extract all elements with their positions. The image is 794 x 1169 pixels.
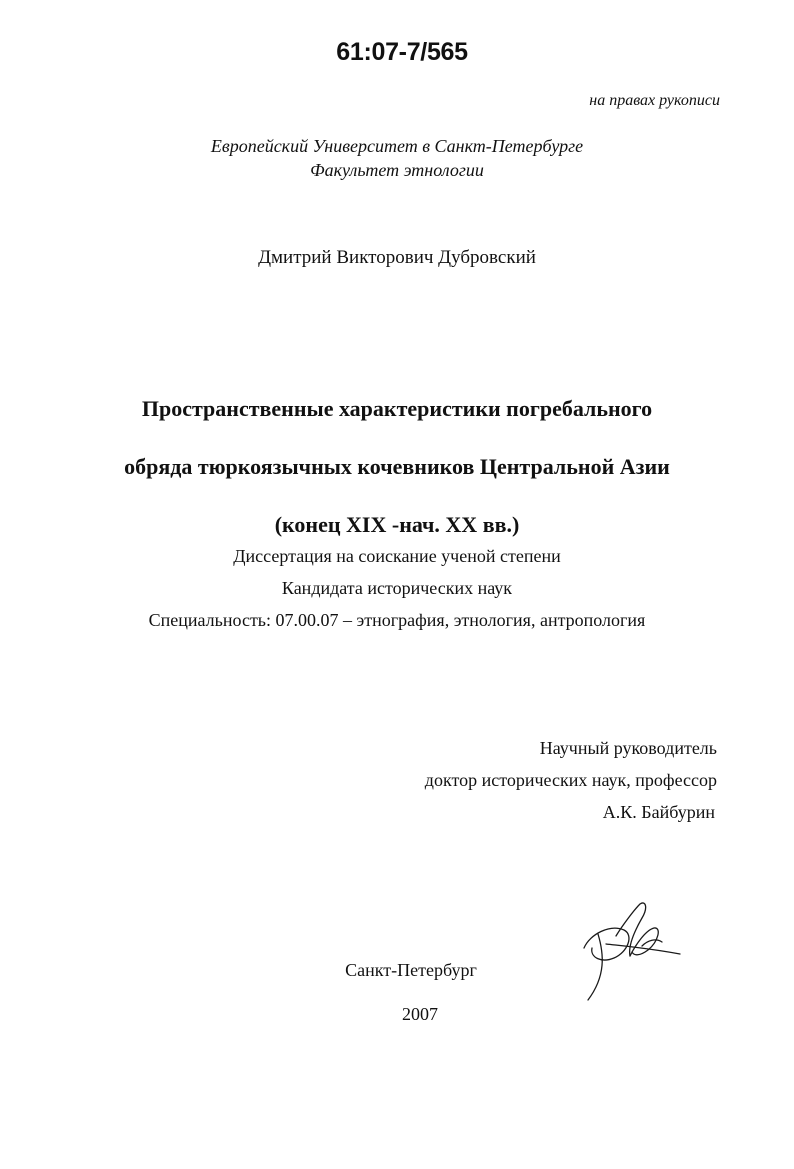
advisor-block: [425, 732, 717, 828]
degree-line-2: Кандидата исторических наук: [281, 578, 513, 598]
degree-line-1: Диссертация на соискание ученой степени: [233, 546, 561, 566]
university-name: Европейский Университет в Санкт-Петербурге: [210, 136, 584, 156]
title-line-3: (конец XIX -нач. XX вв.): [274, 512, 520, 537]
advisor-degree: доктор исторических наук, профессор: [424, 770, 717, 790]
specialty-line: Специальность: 07.00.07 – этнография, этнология, антропология: [148, 610, 646, 630]
city: Санкт-Петербург: [345, 960, 477, 980]
title-line-2: обряда тюркоязычных кочевников Центральной Азии: [124, 454, 670, 479]
institution-block: [0, 134, 794, 182]
degree-info: [0, 540, 794, 636]
advisor-role: Научный руководитель: [539, 738, 717, 758]
author-name: Дмитрий Викторович Дубровский: [258, 247, 536, 268]
advisor-name: А.К. Байбурин: [602, 802, 715, 822]
title-line-1: Пространственные характеристики погребального: [141, 396, 653, 421]
faculty-name: Факультет этнологии: [310, 160, 484, 180]
catalog-code: 61:07-7/565: [336, 38, 468, 66]
signature: [576, 896, 686, 1006]
dissertation-title: [0, 380, 794, 554]
rights-note: на правах рукописи: [589, 92, 720, 109]
year: 2007: [402, 1004, 438, 1024]
